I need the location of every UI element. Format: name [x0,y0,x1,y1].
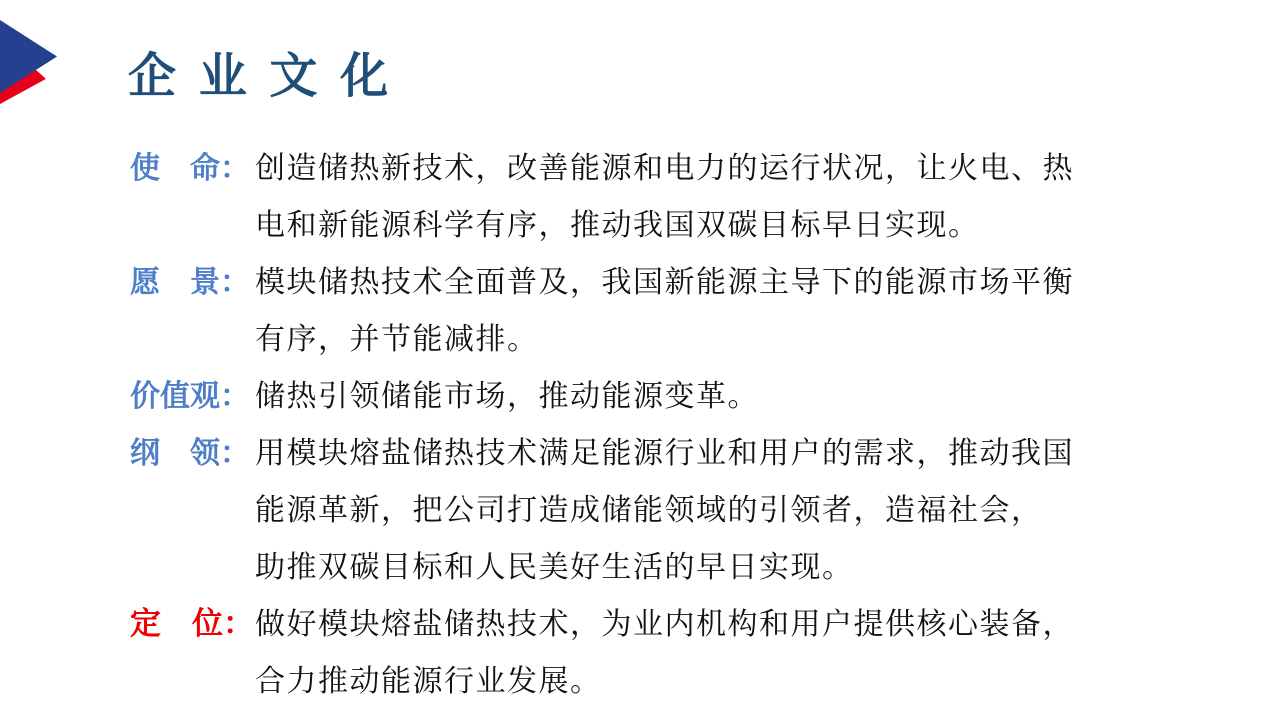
vision-text-line: 模块储热技术全面普及，我国新能源主导下的能源市场平衡 [255,266,1074,299]
corner-red-triangle-icon [0,38,46,104]
corner-blue-triangle-icon [0,20,57,93]
culture-item-mission [130,140,1140,254]
culture-item-program [130,425,1140,596]
program-text [255,425,1140,596]
mission-text-line: 电和新能源科学有序，推动我国双碳目标早日实现。 [255,209,980,242]
values-text-line: 储热引领储能市场，推动能源变革。 [255,380,759,413]
mission-label: 使 命： [130,151,250,186]
culture-item-positioning [130,596,1140,710]
values-label: 价值观： [130,379,250,414]
mission-text [255,140,1140,254]
program-text-line: 能源革新，把公司打造成储能领域的引领者，造福社会， [255,494,1043,527]
program-label: 纲 领： [130,436,250,471]
culture-item-values [130,368,1140,425]
mission-text-line: 创造储热新技术，改善能源和电力的运行状况，让火电、热 [255,152,1074,185]
positioning-text-line: 做好模块熔盐储热技术，为业内机构和用户提供核心装备， [255,608,1074,641]
positioning-text [255,596,1140,710]
positioning-label: 定 位： [130,606,254,642]
vision-label: 愿 景： [130,265,250,300]
values-text [255,368,1140,425]
program-text-line: 用模块熔盐储热技术满足能源行业和用户的需求，推动我国 [255,437,1074,470]
culture-list [130,140,1140,710]
positioning-text-line: 合力推动能源行业发展。 [255,665,602,698]
vision-text [255,254,1140,368]
culture-item-vision [130,254,1140,368]
vision-text-line: 有序，并节能减排。 [255,323,539,356]
corner-decoration [0,0,70,115]
page-title: 企 业 文 化 [128,48,392,104]
program-text-line: 助推双碳目标和人民美好生活的早日实现。 [255,551,854,584]
